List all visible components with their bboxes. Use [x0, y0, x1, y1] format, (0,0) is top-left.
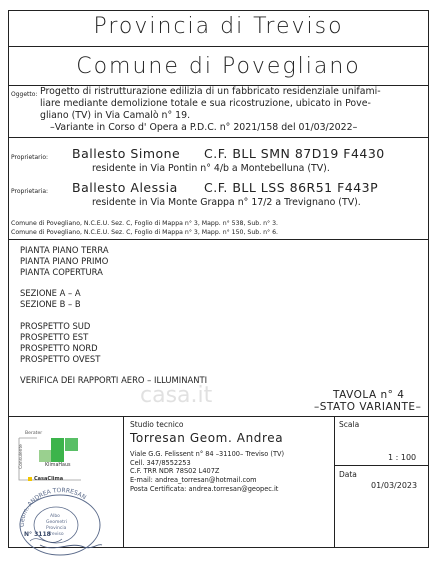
casa-watermark: casa.it	[140, 383, 213, 408]
owner-cf: C.F. BLL LSS 86R51 F443P	[204, 180, 379, 195]
catasto-line: Comune di Povegliano, N.C.E.U. Sez. C, Foglio di Mappa n° 3, Mapp. n° 150, Sub. n° 6.	[11, 229, 279, 236]
scala-label: Scala	[339, 420, 360, 429]
divider	[123, 416, 124, 548]
studio-label: Studio tecnico	[130, 420, 184, 429]
tavola-state: –STATO VARIANTE–	[314, 401, 422, 413]
owner-cf: C.F. BLL SMN 87D19 F4430	[204, 146, 385, 161]
pianta-item: PIANTA COPERTURA	[20, 267, 103, 277]
oggetto-label: Oggetto:	[11, 91, 38, 98]
oggetto-line: liare mediante demolizione totale e sua ricostruzione, ubicato in Pove-	[40, 98, 371, 109]
stamp-inner-line: Albo	[50, 514, 60, 519]
proprietaria-label: Proprietaria:	[11, 188, 49, 195]
data-value: 01/03/2023	[371, 481, 418, 490]
owner-residence: residente in Via Monte Grappa n° 17/2 a Trevignano (TV).	[92, 197, 361, 208]
prospetto-item: PROSPETTO SUD	[20, 321, 91, 331]
logo-berater: Berater	[25, 431, 43, 436]
studio-cf: C.F. TRR NDR 78S02 L407Z	[130, 467, 220, 475]
owner-residence: residente in Via Pontin n° 4/b a Montebelluna (TV).	[92, 163, 330, 174]
pianta-item: PIANTA PIANO TERRA	[20, 245, 109, 255]
divider	[334, 416, 335, 548]
prospetto-item: PROSPETTO OVEST	[20, 354, 101, 364]
studio-pec: Posta Certificata: andrea.torresan@geopec.it	[130, 485, 279, 493]
divider	[334, 465, 429, 466]
proprietario-label: Proprietario:	[11, 154, 49, 161]
oggetto-variante: –Variante in Corso d' Opera a P.D.C. n° 2021/158 del 01/03/2022–	[50, 122, 358, 133]
professional-stamp	[10, 483, 110, 559]
signature-mark	[30, 539, 62, 543]
divider	[8, 46, 429, 47]
divider	[8, 239, 429, 240]
divider	[8, 137, 429, 138]
stamp-inner-line: Geometri	[46, 520, 68, 525]
sezione-item: SEZIONE B – B	[20, 299, 81, 309]
stamp-number: N° 3118	[24, 531, 51, 538]
klimahaus-logo	[15, 432, 85, 484]
tavola-number: TAVOLA n° 4	[333, 389, 405, 401]
studio-cell: Cell. 347/8552253	[130, 459, 191, 467]
pianta-item: PIANTA PIANO PRIMO	[20, 256, 109, 266]
oggetto-line: Progetto di ristrutturazione edilizia di un fabbricato residenziale unifami-	[40, 86, 381, 97]
stamp-outer-text: Geom. ANDREA TORRESAN	[18, 486, 88, 528]
sezione-item: SEZIONE A – A	[20, 288, 81, 298]
verifica-item: VERIFICA DEI RAPPORTI AERO – ILLUMINANTI	[20, 375, 208, 385]
logo-klimahaus: KlimaHaus	[45, 463, 71, 468]
catasto-line: Comune di Povegliano, N.C.E.U. Sez. C, Foglio di Mappa n° 3, Mapp. n° 538, Sub. n° 3.	[11, 220, 279, 227]
studio-address: Viale G.G. Felissent n° 84 –31100– Treviso (TV)	[130, 450, 285, 458]
studio-name: Torresan Geom. Andrea	[130, 431, 284, 445]
comune-title: Comune di Povegliano	[76, 54, 361, 79]
oggetto-line: gliano (TV) in Via Camalò n° 19.	[40, 110, 191, 121]
stamp-inner-line: Treviso	[48, 532, 64, 537]
studio-email: E-mail: andrea_torresan@hotmail.com	[130, 476, 257, 484]
owner-name: Ballesto Simone	[72, 146, 181, 161]
scala-value: 1 : 100	[388, 453, 417, 462]
logo-casaclima: CasaClima	[34, 476, 64, 482]
prospetto-item: PROSPETTO EST	[20, 332, 89, 342]
prospetto-item: PROSPETTO NORD	[20, 343, 98, 353]
owner-name: Ballesto Alessia	[72, 180, 178, 195]
logo-consulente: Consulente	[18, 444, 24, 469]
data-label: Data	[339, 470, 357, 479]
signature-mark	[40, 545, 102, 548]
stamp-inner-line: Provincia	[46, 526, 67, 531]
divider	[8, 416, 429, 417]
provincia-title: Provincia di Treviso	[93, 14, 344, 39]
